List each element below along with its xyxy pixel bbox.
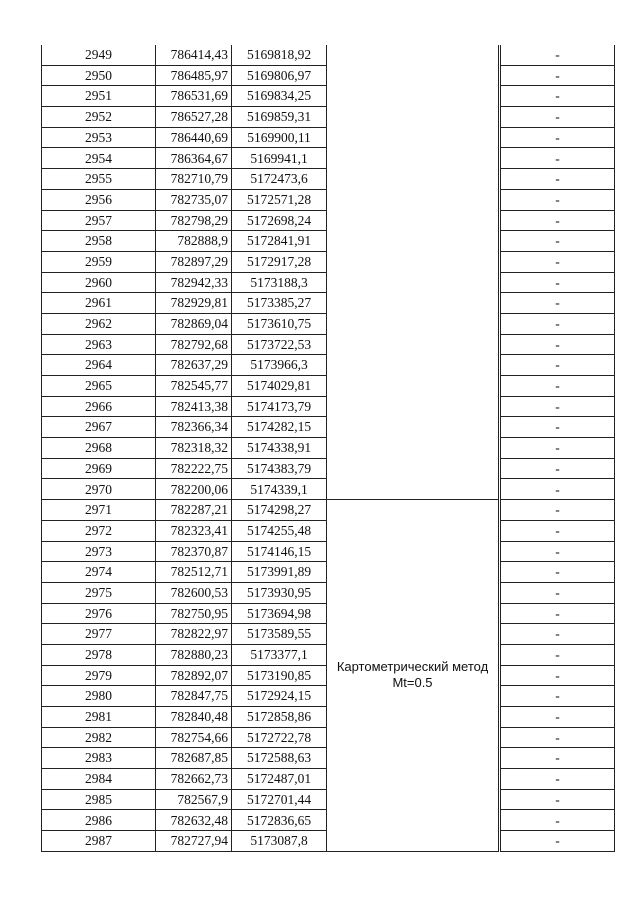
method-name: Картометрический метод: [336, 659, 489, 675]
y-coordinate-cell: 5169806,97: [232, 65, 327, 86]
point-number-cell: 2949: [42, 45, 156, 65]
y-coordinate-cell: 5174173,79: [232, 396, 327, 417]
x-coordinate-cell: 782632,48: [156, 810, 232, 831]
note-cell: -: [501, 541, 615, 562]
x-coordinate-cell: 782687,85: [156, 748, 232, 769]
note-cell: -: [501, 251, 615, 272]
note-cell: -: [501, 831, 615, 852]
note-cell: -: [501, 810, 615, 831]
method-cell: [327, 500, 499, 852]
note-cell: -: [501, 748, 615, 769]
note-cell: -: [501, 127, 615, 148]
x-coordinate-cell: 782847,75: [156, 686, 232, 707]
point-number-cell: 2975: [42, 582, 156, 603]
note-cell: -: [501, 148, 615, 169]
note-cell: -: [501, 458, 615, 479]
note-cell: -: [501, 438, 615, 459]
x-coordinate-cell: 782222,75: [156, 458, 232, 479]
note-cell: -: [501, 313, 615, 334]
y-coordinate-cell: 5173930,95: [232, 582, 327, 603]
note-cell: -: [501, 417, 615, 438]
x-coordinate-cell: 786531,69: [156, 86, 232, 107]
point-number-cell: 2961: [42, 293, 156, 314]
x-coordinate-cell: 782792,68: [156, 334, 232, 355]
x-coordinate-cell: 782822,97: [156, 624, 232, 645]
y-coordinate-cell: 5169834,25: [232, 86, 327, 107]
note-cell: -: [501, 355, 615, 376]
point-number-cell: 2957: [42, 210, 156, 231]
x-coordinate-cell: 782880,23: [156, 644, 232, 665]
y-coordinate-cell: 5169900,11: [232, 127, 327, 148]
coordinates-table-body: [42, 45, 615, 851]
y-coordinate-cell: 5173694,98: [232, 603, 327, 624]
note-cell: -: [501, 603, 615, 624]
y-coordinate-cell: 5172841,91: [232, 231, 327, 252]
note-cell: -: [501, 500, 615, 521]
point-number-cell: 2978: [42, 644, 156, 665]
note-cell: -: [501, 210, 615, 231]
y-coordinate-cell: 5172924,15: [232, 686, 327, 707]
x-coordinate-cell: 782545,77: [156, 376, 232, 397]
x-coordinate-cell: 786440,69: [156, 127, 232, 148]
x-coordinate-cell: 782637,29: [156, 355, 232, 376]
y-coordinate-cell: 5173087,8: [232, 831, 327, 852]
x-coordinate-cell: 782727,94: [156, 831, 232, 852]
point-number-cell: 2964: [42, 355, 156, 376]
x-coordinate-cell: 782942,33: [156, 272, 232, 293]
x-coordinate-cell: 782370,87: [156, 541, 232, 562]
point-number-cell: 2960: [42, 272, 156, 293]
y-coordinate-cell: 5169941,1: [232, 148, 327, 169]
y-coordinate-cell: 5173966,3: [232, 355, 327, 376]
y-coordinate-cell: 5172698,24: [232, 210, 327, 231]
y-coordinate-cell: 5172571,28: [232, 189, 327, 210]
note-cell: -: [501, 582, 615, 603]
x-coordinate-cell: 782413,38: [156, 396, 232, 417]
note-cell: -: [501, 562, 615, 583]
x-coordinate-cell: 782366,34: [156, 417, 232, 438]
y-coordinate-cell: 5173188,3: [232, 272, 327, 293]
point-number-cell: 2976: [42, 603, 156, 624]
x-coordinate-cell: 786485,97: [156, 65, 232, 86]
note-cell: -: [501, 189, 615, 210]
y-coordinate-cell: 5172487,01: [232, 769, 327, 790]
point-number-cell: 2958: [42, 231, 156, 252]
x-coordinate-cell: 782323,41: [156, 520, 232, 541]
x-coordinate-cell: 786364,67: [156, 148, 232, 169]
note-cell: -: [501, 45, 615, 65]
x-coordinate-cell: 782754,66: [156, 727, 232, 748]
note-cell: -: [501, 272, 615, 293]
note-cell: -: [501, 686, 615, 707]
x-coordinate-cell: 782710,79: [156, 169, 232, 190]
note-cell: -: [501, 624, 615, 645]
note-cell: -: [501, 169, 615, 190]
point-number-cell: 2962: [42, 313, 156, 334]
point-number-cell: 2977: [42, 624, 156, 645]
point-number-cell: 2967: [42, 417, 156, 438]
x-coordinate-cell: 782567,9: [156, 789, 232, 810]
note-cell: -: [501, 665, 615, 686]
note-cell: -: [501, 479, 615, 500]
x-coordinate-cell: 782929,81: [156, 293, 232, 314]
note-cell: -: [501, 231, 615, 252]
y-coordinate-cell: 5169818,92: [232, 45, 327, 65]
point-number-cell: 2979: [42, 665, 156, 686]
y-coordinate-cell: 5173377,1: [232, 644, 327, 665]
y-coordinate-cell: 5174298,27: [232, 500, 327, 521]
y-coordinate-cell: 5172858,86: [232, 707, 327, 728]
method-cell-empty: [327, 45, 499, 500]
point-number-cell: 2985: [42, 789, 156, 810]
y-coordinate-cell: 5172473,6: [232, 169, 327, 190]
point-number-cell: 2951: [42, 86, 156, 107]
note-cell: -: [501, 707, 615, 728]
x-coordinate-cell: 782897,29: [156, 251, 232, 272]
point-number-cell: 2954: [42, 148, 156, 169]
note-cell: -: [501, 520, 615, 541]
y-coordinate-cell: 5173610,75: [232, 313, 327, 334]
point-number-cell: 2984: [42, 769, 156, 790]
y-coordinate-cell: 5173991,89: [232, 562, 327, 583]
point-number-cell: 2966: [42, 396, 156, 417]
y-coordinate-cell: 5173190,85: [232, 665, 327, 686]
note-cell: -: [501, 334, 615, 355]
y-coordinate-cell: 5173722,53: [232, 334, 327, 355]
x-coordinate-cell: 782869,04: [156, 313, 232, 334]
y-coordinate-cell: 5172917,28: [232, 251, 327, 272]
point-number-cell: 2965: [42, 376, 156, 397]
point-number-cell: 2953: [42, 127, 156, 148]
note-cell: -: [501, 86, 615, 107]
y-coordinate-cell: 5174029,81: [232, 376, 327, 397]
note-cell: -: [501, 65, 615, 86]
table-row: [42, 500, 615, 521]
y-coordinate-cell: 5172836,65: [232, 810, 327, 831]
point-number-cell: 2970: [42, 479, 156, 500]
point-number-cell: 2952: [42, 107, 156, 128]
x-coordinate-cell: 782512,71: [156, 562, 232, 583]
x-coordinate-cell: 782318,32: [156, 438, 232, 459]
point-number-cell: 2982: [42, 727, 156, 748]
y-coordinate-cell: 5173385,27: [232, 293, 327, 314]
point-number-cell: 2969: [42, 458, 156, 479]
note-cell: -: [501, 769, 615, 790]
point-number-cell: 2980: [42, 686, 156, 707]
x-coordinate-cell: 782735,07: [156, 189, 232, 210]
point-number-cell: 2972: [42, 520, 156, 541]
x-coordinate-cell: 782892,07: [156, 665, 232, 686]
y-coordinate-cell: 5174339,1: [232, 479, 327, 500]
y-coordinate-cell: 5172588,63: [232, 748, 327, 769]
point-number-cell: 2955: [42, 169, 156, 190]
point-number-cell: 2973: [42, 541, 156, 562]
x-coordinate-cell: 782287,21: [156, 500, 232, 521]
note-cell: -: [501, 727, 615, 748]
x-coordinate-cell: 782750,95: [156, 603, 232, 624]
note-cell: -: [501, 396, 615, 417]
point-number-cell: 2971: [42, 500, 156, 521]
y-coordinate-cell: 5172722,78: [232, 727, 327, 748]
y-coordinate-cell: 5174282,15: [232, 417, 327, 438]
y-coordinate-cell: 5172701,44: [232, 789, 327, 810]
point-number-cell: 2986: [42, 810, 156, 831]
y-coordinate-cell: 5174255,48: [232, 520, 327, 541]
y-coordinate-cell: 5174338,91: [232, 438, 327, 459]
point-number-cell: 2959: [42, 251, 156, 272]
note-cell: -: [501, 293, 615, 314]
note-cell: -: [501, 644, 615, 665]
x-coordinate-cell: 782840,48: [156, 707, 232, 728]
y-coordinate-cell: 5174146,15: [232, 541, 327, 562]
y-coordinate-cell: 5173589,55: [232, 624, 327, 645]
y-coordinate-cell: 5174383,79: [232, 458, 327, 479]
coordinates-table: [41, 45, 615, 852]
point-number-cell: 2968: [42, 438, 156, 459]
point-number-cell: 2956: [42, 189, 156, 210]
point-number-cell: 2983: [42, 748, 156, 769]
note-cell: -: [501, 376, 615, 397]
x-coordinate-cell: 786414,43: [156, 45, 232, 65]
x-coordinate-cell: 782798,29: [156, 210, 232, 231]
point-number-cell: 2974: [42, 562, 156, 583]
x-coordinate-cell: 782200,06: [156, 479, 232, 500]
note-cell: -: [501, 107, 615, 128]
table-row: [42, 45, 615, 65]
x-coordinate-cell: 786527,28: [156, 107, 232, 128]
point-number-cell: 2963: [42, 334, 156, 355]
x-coordinate-cell: 782888,9: [156, 231, 232, 252]
note-cell: -: [501, 789, 615, 810]
point-number-cell: 2950: [42, 65, 156, 86]
y-coordinate-cell: 5169859,31: [232, 107, 327, 128]
x-coordinate-cell: 782600,53: [156, 582, 232, 603]
x-coordinate-cell: 782662,73: [156, 769, 232, 790]
point-number-cell: 2981: [42, 707, 156, 728]
method-accuracy: Mt=0.5: [392, 675, 433, 691]
point-number-cell: 2987: [42, 831, 156, 852]
